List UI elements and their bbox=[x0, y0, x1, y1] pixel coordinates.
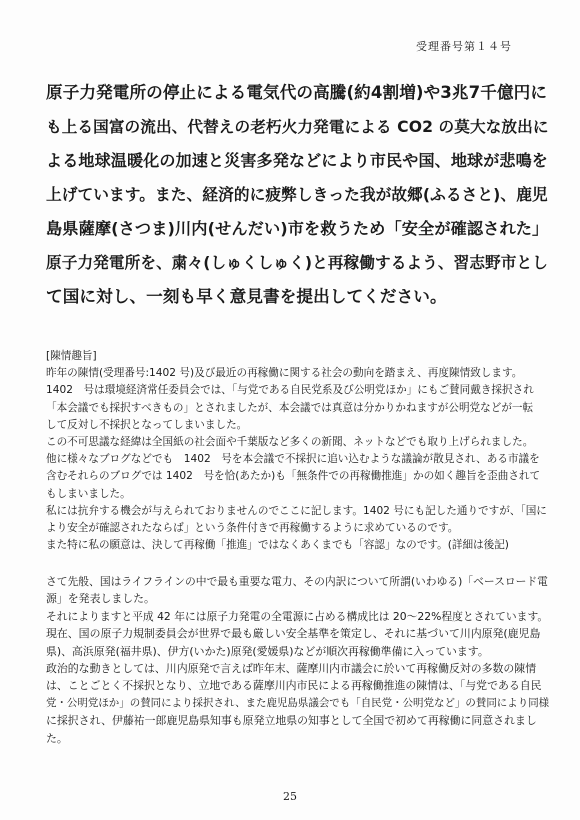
body-line: 源」を発表しました。 bbox=[46, 592, 155, 606]
reasons-line: この不可思議な経緯は全国紙の社会面や千葉版など多くの新聞、ネットなどでも取り上げられました。 bbox=[46, 436, 534, 449]
petition-request-line: 島県薩摩(さつま)川内(せんだい)市を救うため「安全が確認された」 bbox=[46, 219, 549, 238]
body-line: に採択され、伊藤祐一郎鹿児島県知事も原発立地県の知事として全国で初めて再稼働に同意されまし bbox=[46, 714, 537, 728]
reasons-line: 1402 号は環境経済常任委員会では、「与党である自民党系及び公明党ほか」にもご賛同戴き採択され bbox=[46, 384, 534, 397]
petition-reasons bbox=[46, 348, 551, 554]
petition-request-line: よる地球温暖化の加速と災害多発などにより市民や国、地球が悲鳴を bbox=[46, 151, 549, 170]
petition-request bbox=[46, 76, 551, 314]
body-line: 現在、国の原子力規制委員会が世界で最も厳しい安全基準を策定し、それに基づいて川内原発(鹿児島 bbox=[46, 627, 541, 641]
reasons-line: また特に私の願意は、決して再稼働「推進」ではなくあくまでも「容認」なのです。(詳細は後記) bbox=[46, 539, 509, 552]
reasons-line: 「本会議でも採択すべきもの」とされましたが、本会議では真意は分かりかねますが公明党などが一転 bbox=[46, 401, 534, 414]
petition-request-line: も上る国富の流出、代替えの老朽火力発電による CO2 の莫大な放出に bbox=[46, 118, 549, 136]
petition-request-line: 上げています。また、経済的に疲弊しきった我が故郷(ふるさと)、鹿児 bbox=[46, 185, 548, 204]
body-line: 政治的な動きとしては、川内原発で言えば昨年末、薩摩川内市議会に於いて再稼働反対の多数の陳情 bbox=[46, 662, 537, 676]
reasons-line: 含むそれらのブログでは 1402 号を恰(あたか)も「無条件での再稼働推進」かの如く趣旨を歪曲されて bbox=[46, 470, 541, 483]
reasons-line: して反対し不採択となってしまいました。 bbox=[46, 418, 248, 431]
body-line: 党・公明党ほか」の賛同により採択され、また鹿児島県議会でも「自民党・公明党など」の賛同により同様 bbox=[46, 696, 550, 709]
petition-request-line: 原子力発電所の停止による電気代の高騰(約4割増)や3兆7千億円に bbox=[46, 83, 548, 102]
section-heading: [陳情趣旨] bbox=[46, 350, 97, 362]
page-number: 25 bbox=[283, 790, 297, 803]
body-line: さて先般、国はライフラインの中で最も重要な電力、その内訳について所謂(いわゆる)「ベースロード電 bbox=[46, 575, 548, 588]
reasons-line: 他に様々なブログなどでも 1402 号を本会議で不採択に追い込むような議論が散見され、ある市議を bbox=[46, 453, 540, 466]
receipt-number: 受理番号第１４号 bbox=[416, 40, 512, 53]
body-line: 県)、高浜原発(福井県)、伊方(いかた)原発(愛媛県)などが順次再稼働準備に入っています。 bbox=[46, 644, 489, 658]
body-text bbox=[46, 573, 551, 747]
reasons-line: もしまいました。 bbox=[46, 487, 131, 500]
petition-request-line: て国に対し、一刻も早く意見書を提出してください。 bbox=[46, 287, 447, 306]
petition-request-line: 原子力発電所を、粛々(しゅくしゅく)と再稼働するよう、習志野市とし bbox=[46, 253, 548, 272]
body-line: は、ことごとく不採択となり、立地である薩摩川内市民による再稼働推進の陳情は、「与党である自民 bbox=[46, 679, 542, 693]
body-line: それによりますと平成 42 年には原子力発電の全電源に占める構成比は 20～22%程度とされています。 bbox=[46, 609, 549, 623]
reasons-line: 私には抗弁する機会が与えられておりませんのでここに記します。1402 号にも記した通りですが、「国に bbox=[46, 504, 547, 517]
reasons-line: 昨年の陳情(受理番号:1402 号)及び最近の再稼働に関する社会の動向を踏まえ、再度陳情致します。 bbox=[46, 367, 523, 380]
body-line: た。 bbox=[46, 731, 68, 745]
reasons-line: より安全が確認されたならば」という条件付きで再稼働するように求めているのです。 bbox=[46, 522, 459, 535]
